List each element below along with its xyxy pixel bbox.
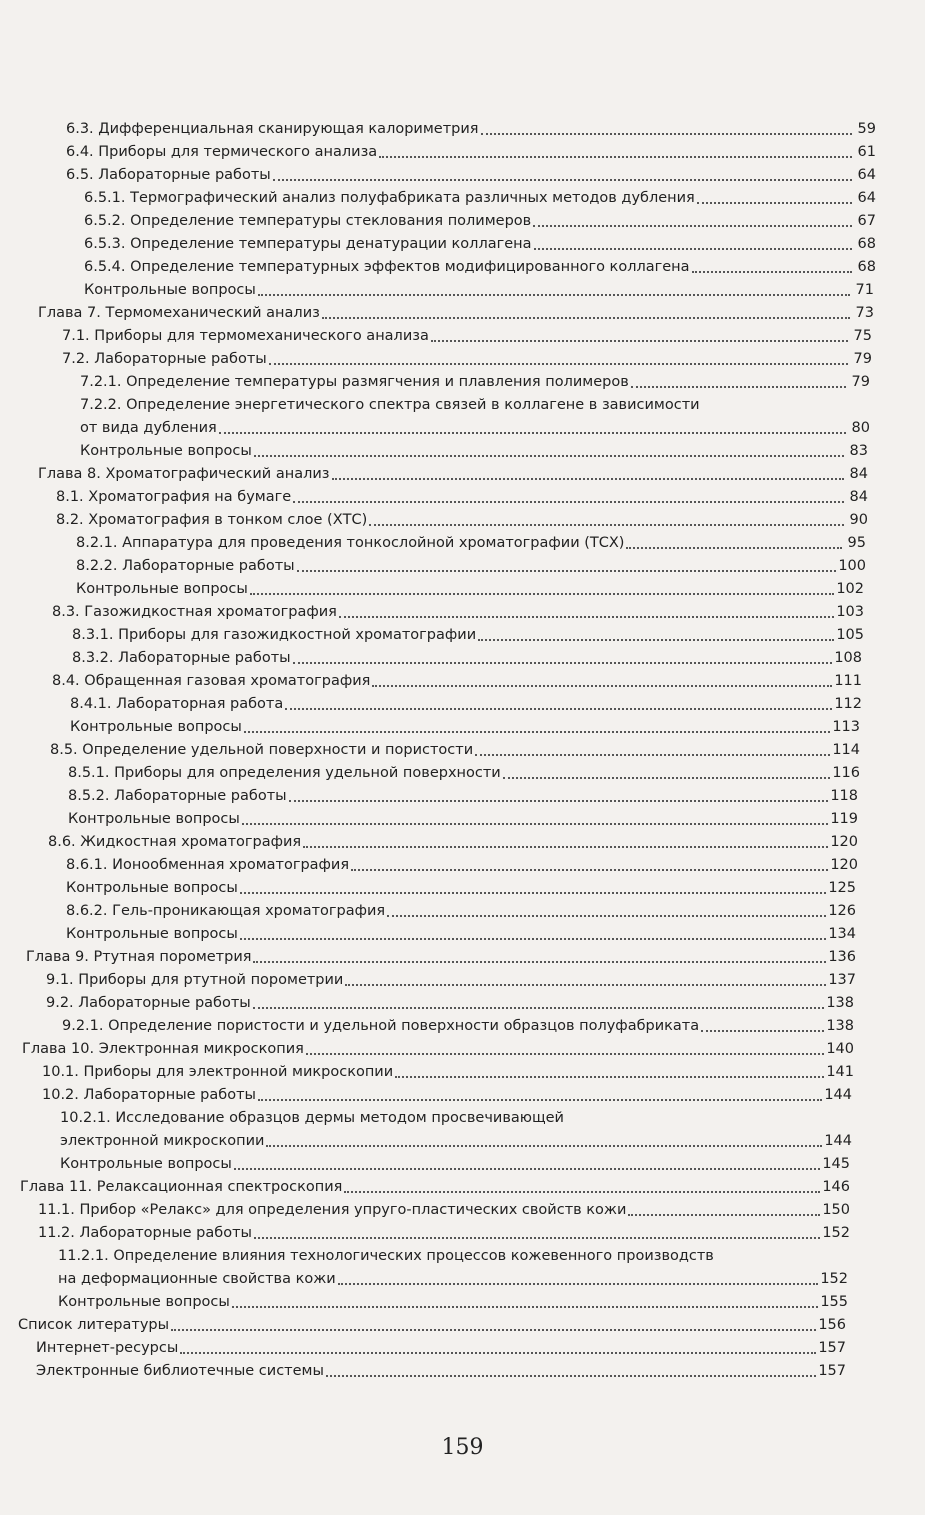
dot-leader bbox=[431, 340, 848, 342]
toc-entry-label: 11.2. Лабораторные работы bbox=[38, 1225, 252, 1241]
toc-entry-label: 8.3.1. Приборы для газожидкостной хроматографии bbox=[72, 627, 477, 643]
toc-entry-label: Список литературы bbox=[18, 1317, 170, 1333]
toc-entry-page: 146 bbox=[822, 1179, 850, 1195]
toc-entry-label-continued: электронной микроскопии bbox=[60, 1133, 265, 1149]
toc-entry-page: 114 bbox=[832, 742, 860, 758]
toc-entry-label: 8.3. Газожидкостная хроматография bbox=[52, 604, 337, 620]
toc-entry-label: Глава 11. Релаксационная спектроскопия bbox=[20, 1179, 343, 1195]
dot-leader bbox=[242, 823, 828, 825]
toc-entry[interactable] bbox=[66, 120, 876, 139]
toc-entry-label: 9.1. Приборы для ртутной порометрии bbox=[46, 972, 344, 988]
toc-entry-label: 6.4. Приборы для термического анализа bbox=[66, 144, 378, 160]
toc-entry[interactable] bbox=[38, 465, 868, 484]
toc-entry[interactable] bbox=[70, 718, 860, 737]
toc-entry-label: Контрольные вопросы bbox=[68, 811, 240, 827]
toc-entry[interactable] bbox=[68, 787, 858, 806]
toc-entry-page: 108 bbox=[834, 650, 862, 666]
toc-entry-page: 138 bbox=[826, 995, 854, 1011]
dot-leader bbox=[254, 455, 844, 457]
toc-entry[interactable] bbox=[72, 649, 862, 668]
toc-entry-label: Контрольные вопросы bbox=[66, 880, 238, 896]
toc-entry[interactable] bbox=[62, 1017, 854, 1036]
dot-leader bbox=[628, 1214, 820, 1216]
toc-entry-label: 6.3. Дифференциальная сканирующая калориметрия bbox=[66, 121, 479, 137]
dot-leader bbox=[244, 731, 830, 733]
toc-entry[interactable] bbox=[60, 1109, 852, 1151]
toc-entry[interactable] bbox=[66, 902, 856, 921]
toc-entry-label: 8.6.2. Гель-проникающая хроматография bbox=[66, 903, 386, 919]
toc-entry-page: 144 bbox=[824, 1133, 852, 1149]
dot-leader bbox=[692, 271, 852, 273]
dot-leader bbox=[253, 961, 826, 963]
toc-entry-label: Контрольные вопросы bbox=[66, 926, 238, 942]
toc-entry[interactable] bbox=[84, 212, 876, 231]
toc-entry[interactable] bbox=[22, 1040, 854, 1059]
toc-entry-page: 90 bbox=[849, 512, 868, 528]
dot-leader bbox=[481, 133, 853, 135]
dot-leader bbox=[322, 317, 850, 319]
toc-entry-page: 126 bbox=[828, 903, 856, 919]
toc-entry-page: 136 bbox=[828, 949, 856, 965]
toc-entry-label: Контрольные вопросы bbox=[76, 581, 248, 597]
toc-entry-label: 6.5.1. Термографический анализ полуфабриката различных методов дубления bbox=[84, 190, 695, 206]
dot-leader bbox=[697, 202, 852, 204]
toc-entry-label: 8.3.2. Лабораторные работы bbox=[72, 650, 291, 666]
dot-leader bbox=[306, 1053, 824, 1055]
toc-entry-label: 8.4.1. Лабораторная работа bbox=[70, 696, 284, 712]
toc-entry-label: 10.2.1. Исследование образцов дермы методом просвечивающей bbox=[60, 1110, 564, 1126]
toc-entry-label: 7.1. Приборы для термомеханического анализа bbox=[62, 328, 429, 344]
dot-leader bbox=[503, 777, 831, 779]
toc-entry[interactable] bbox=[68, 764, 860, 783]
dot-leader bbox=[258, 294, 850, 296]
toc-entry[interactable] bbox=[36, 1362, 846, 1381]
toc-entry[interactable] bbox=[58, 1293, 848, 1312]
page-number: 159 bbox=[441, 1435, 484, 1460]
toc-entry-page: 100 bbox=[838, 558, 866, 574]
toc-entry[interactable] bbox=[66, 166, 876, 185]
toc-entry-page: 134 bbox=[828, 926, 856, 942]
dot-leader bbox=[250, 593, 834, 595]
toc-entry[interactable] bbox=[84, 258, 876, 277]
toc-entry[interactable] bbox=[18, 1316, 846, 1335]
toc-entry-page: 152 bbox=[820, 1271, 848, 1287]
toc-entry-label: Контрольные вопросы bbox=[70, 719, 242, 735]
dot-leader bbox=[254, 1237, 820, 1239]
toc-entry-page: 119 bbox=[830, 811, 858, 827]
toc-entry[interactable] bbox=[80, 373, 870, 392]
dot-leader bbox=[631, 386, 846, 388]
toc-entry[interactable] bbox=[36, 1339, 846, 1358]
toc-entry[interactable] bbox=[66, 925, 856, 944]
toc-entry-page: 80 bbox=[851, 420, 870, 436]
toc-entry-page: 120 bbox=[830, 857, 858, 873]
toc-entry-label: Контрольные вопросы bbox=[80, 443, 252, 459]
toc-entry[interactable] bbox=[62, 327, 872, 346]
toc-entry-page: 137 bbox=[828, 972, 856, 988]
toc-entry-label: 8.2. Хроматография в тонком слое (ХТС) bbox=[56, 512, 368, 528]
toc-entry-label: 6.5.2. Определение температуры стеклования полимеров bbox=[84, 213, 532, 229]
dot-leader bbox=[478, 639, 834, 641]
toc-entry-label: 9.2.1. Определение пористости и удельной поверхности образцов полуфабриката bbox=[62, 1018, 700, 1034]
toc-entry-label: 8.6.1. Ионообменная хроматография bbox=[66, 857, 350, 873]
dot-leader bbox=[240, 892, 826, 894]
toc-entry-page: 156 bbox=[818, 1317, 846, 1333]
toc-entry[interactable] bbox=[38, 1224, 850, 1243]
dot-leader bbox=[533, 225, 852, 227]
toc-entry[interactable] bbox=[42, 1063, 854, 1082]
dot-leader bbox=[171, 1329, 816, 1331]
toc-entry[interactable] bbox=[42, 1086, 852, 1105]
toc-entry-page: 102 bbox=[836, 581, 864, 597]
toc-entry-label: 11.1. Прибор «Релакс» для определения упруго-пластических свойств кожи bbox=[38, 1202, 627, 1218]
toc-entry[interactable] bbox=[50, 741, 860, 760]
toc-entry[interactable] bbox=[46, 994, 854, 1013]
dot-leader bbox=[289, 800, 829, 802]
toc-entry-page: 64 bbox=[857, 167, 876, 183]
toc-entry[interactable] bbox=[84, 189, 876, 208]
toc-entry-page: 155 bbox=[820, 1294, 848, 1310]
toc-entry-page: 79 bbox=[851, 374, 870, 390]
toc-entry-label: 8.5. Определение удельной поверхности и пористости bbox=[50, 742, 474, 758]
toc-entry-page: 112 bbox=[834, 696, 862, 712]
toc-entry[interactable] bbox=[62, 350, 872, 369]
toc-entry-page: 111 bbox=[834, 673, 862, 689]
toc-entry[interactable] bbox=[52, 603, 864, 622]
toc-entry-label: 8.4. Обращенная газовая хроматография bbox=[52, 673, 371, 689]
toc-entry-page: 150 bbox=[822, 1202, 850, 1218]
toc-entry-page: 64 bbox=[857, 190, 876, 206]
dot-leader bbox=[180, 1352, 816, 1354]
toc-entry-label: Контрольные вопросы bbox=[60, 1156, 232, 1172]
toc-entry-page: 140 bbox=[826, 1041, 854, 1057]
toc-entry-page: 68 bbox=[857, 236, 876, 252]
toc-entry[interactable] bbox=[56, 488, 868, 507]
toc-entry-page: 95 bbox=[847, 535, 866, 551]
toc-entry[interactable] bbox=[66, 143, 876, 162]
toc-entry-label: 6.5.3. Определение температуры денатурации коллагена bbox=[84, 236, 532, 252]
dot-leader bbox=[285, 708, 832, 710]
toc-entry-label: 8.6. Жидкостная хроматография bbox=[48, 834, 302, 850]
toc-entry-page: 113 bbox=[832, 719, 860, 735]
dot-leader bbox=[297, 570, 837, 572]
toc-entry-page: 79 bbox=[853, 351, 872, 367]
toc-entry-page: 145 bbox=[822, 1156, 850, 1172]
dot-leader bbox=[338, 1283, 819, 1285]
toc-entry-label: 7.2. Лабораторные работы bbox=[62, 351, 267, 367]
toc-entry[interactable] bbox=[66, 856, 858, 875]
toc-entry-label: Глава 10. Электронная микроскопия bbox=[22, 1041, 304, 1057]
toc-entry-label: 11.2.1. Определение влияния технологических процессов кожевенного производств bbox=[58, 1248, 714, 1264]
toc-entry-page: 157 bbox=[818, 1363, 846, 1379]
dot-leader bbox=[253, 1007, 825, 1009]
toc-entry-label: 10.2. Лабораторные работы bbox=[42, 1087, 256, 1103]
toc-entry-page: 103 bbox=[836, 604, 864, 620]
toc-entry[interactable] bbox=[46, 971, 856, 990]
toc-entry-page: 84 bbox=[849, 489, 868, 505]
toc-entry[interactable] bbox=[58, 1247, 848, 1289]
toc-entry[interactable] bbox=[72, 626, 864, 645]
toc-entry[interactable] bbox=[76, 580, 864, 599]
toc-entry-page: 116 bbox=[832, 765, 860, 781]
dot-leader bbox=[387, 915, 826, 917]
toc-entry[interactable] bbox=[26, 948, 856, 967]
toc-entry-label: 8.5.2. Лабораторные работы bbox=[68, 788, 287, 804]
toc-entry-label: Электронные библиотечные системы bbox=[36, 1363, 324, 1379]
toc-entry-label: Контрольные вопросы bbox=[58, 1294, 230, 1310]
toc-entry[interactable] bbox=[56, 511, 868, 530]
toc-entry[interactable] bbox=[76, 557, 866, 576]
toc-entry-label: Глава 7. Термомеханический анализ bbox=[38, 305, 320, 321]
dot-leader bbox=[219, 432, 846, 434]
dot-leader bbox=[240, 938, 826, 940]
toc-entry-label-continued: на деформационные свойства кожи bbox=[58, 1271, 336, 1287]
dot-leader bbox=[273, 179, 852, 181]
toc-entry-page: 125 bbox=[828, 880, 856, 896]
toc-entry[interactable] bbox=[68, 810, 858, 829]
dot-leader bbox=[339, 616, 834, 618]
toc-entry[interactable] bbox=[80, 442, 868, 461]
toc-entry-page: 118 bbox=[830, 788, 858, 804]
toc-entry-page: 152 bbox=[822, 1225, 850, 1241]
toc-entry-page: 73 bbox=[855, 305, 874, 321]
toc-entry[interactable] bbox=[60, 1155, 850, 1174]
dot-leader bbox=[475, 754, 830, 756]
dot-leader bbox=[701, 1030, 824, 1032]
toc-entry[interactable] bbox=[70, 695, 862, 714]
toc-entry-label: 6.5.4. Определение температурных эффектов модифицированного коллагена bbox=[84, 259, 690, 275]
toc-entry[interactable] bbox=[38, 304, 874, 323]
toc-entry-label: 6.5. Лабораторные работы bbox=[66, 167, 271, 183]
toc-entry-page: 75 bbox=[853, 328, 872, 344]
dot-leader bbox=[372, 685, 832, 687]
dot-leader bbox=[266, 1145, 822, 1147]
toc-entry[interactable] bbox=[84, 281, 874, 300]
toc-entry[interactable] bbox=[20, 1178, 850, 1197]
toc-entry[interactable] bbox=[84, 235, 876, 254]
toc-entry[interactable] bbox=[48, 833, 858, 852]
toc-entry-label: Контрольные вопросы bbox=[84, 282, 256, 298]
toc-entry[interactable] bbox=[66, 879, 856, 898]
toc-entry-label: 7.2.1. Определение температуры размягчения и плавления полимеров bbox=[80, 374, 629, 390]
toc-entry-page: 157 bbox=[818, 1340, 846, 1356]
toc-entry-label: 8.2.2. Лабораторные работы bbox=[76, 558, 295, 574]
toc-entry-page: 84 bbox=[849, 466, 868, 482]
toc-entry[interactable] bbox=[38, 1201, 850, 1220]
dot-leader bbox=[303, 846, 828, 848]
toc-entry-page: 59 bbox=[857, 121, 876, 137]
dot-leader bbox=[369, 524, 844, 526]
dot-leader bbox=[345, 984, 826, 986]
toc-entry-page: 71 bbox=[855, 282, 874, 298]
toc-entry-page: 144 bbox=[824, 1087, 852, 1103]
dot-leader bbox=[258, 1099, 822, 1101]
toc-entry-label: 8.2.1. Аппаратура для проведения тонкослойной хроматографии (ТСХ) bbox=[76, 535, 625, 551]
toc-entry-label: 7.2.2. Определение энергетического спектра связей в коллагене в зависимости bbox=[80, 397, 700, 413]
toc-entry-page: 67 bbox=[857, 213, 876, 229]
toc-entry-page: 61 bbox=[857, 144, 876, 160]
dot-leader bbox=[344, 1191, 820, 1193]
toc-entry[interactable] bbox=[52, 672, 862, 691]
dot-leader bbox=[326, 1375, 816, 1377]
toc-entry-label: 8.5.1. Приборы для определения удельной поверхности bbox=[68, 765, 501, 781]
dot-leader bbox=[379, 156, 852, 158]
toc-entry-page: 105 bbox=[836, 627, 864, 643]
dot-leader bbox=[626, 547, 842, 549]
toc-entry-page: 141 bbox=[826, 1064, 854, 1080]
dot-leader bbox=[293, 662, 833, 664]
dot-leader bbox=[293, 501, 844, 503]
toc-entry[interactable] bbox=[80, 396, 870, 438]
toc-entry-page: 68 bbox=[857, 259, 876, 275]
dot-leader bbox=[269, 363, 848, 365]
toc-entry[interactable] bbox=[76, 534, 866, 553]
toc-entry-label: 9.2. Лабораторные работы bbox=[46, 995, 251, 1011]
toc-entry-label-continued: от вида дубления bbox=[80, 420, 217, 436]
toc-entry-page: 138 bbox=[826, 1018, 854, 1034]
dot-leader bbox=[395, 1076, 824, 1078]
toc-entry-label: Интернет-ресурсы bbox=[36, 1340, 179, 1356]
dot-leader bbox=[534, 248, 853, 250]
dot-leader bbox=[234, 1168, 820, 1170]
dot-leader bbox=[351, 869, 828, 871]
toc-entry-label: Глава 9. Ртутная порометрия bbox=[26, 949, 252, 965]
dot-leader bbox=[232, 1306, 818, 1308]
toc-entry-label: Глава 8. Хроматографический анализ bbox=[38, 466, 330, 482]
toc-entry-label: 10.1. Приборы для электронной микроскопии bbox=[42, 1064, 394, 1080]
dot-leader bbox=[332, 478, 845, 480]
toc-entry-page: 83 bbox=[849, 443, 868, 459]
toc-entry-label: 8.1. Хроматография на бумаге bbox=[56, 489, 292, 505]
toc-entry-page: 120 bbox=[830, 834, 858, 850]
